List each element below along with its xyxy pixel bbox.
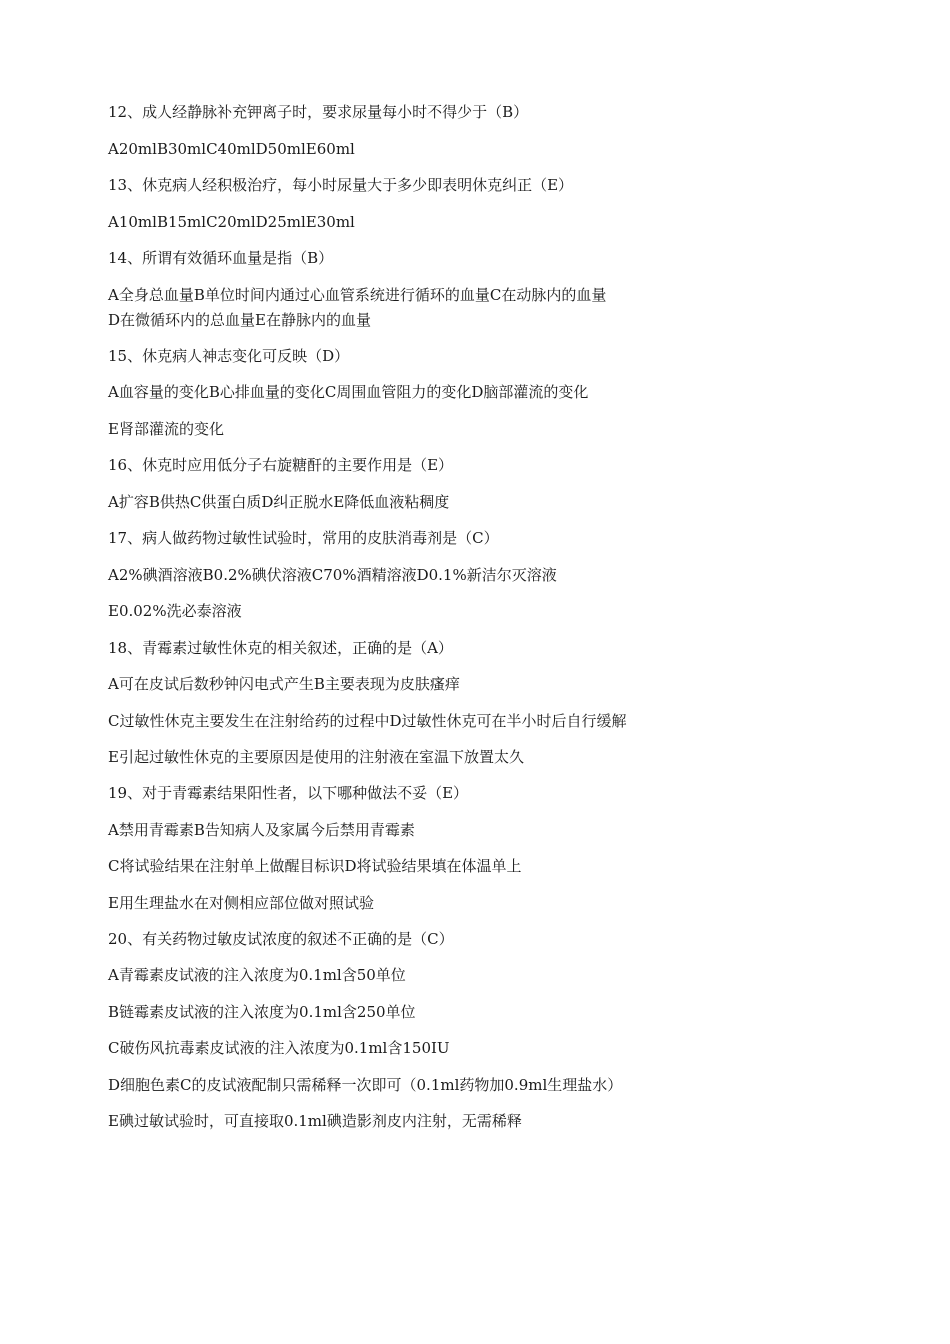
question-12: 12、成人经静脉补充钾离子时，要求尿量每小时不得少于（B） xyxy=(108,103,529,121)
question-20-option-d: D细胞色素C的皮试液配制只需稀释一次即可（0.1ml药物加0.9ml生理盐水） xyxy=(108,1076,623,1094)
question-15-options-b: E肾部灌流的变化 xyxy=(108,420,224,438)
question-20-option-a: A青霉素皮试液的注入浓度为0.1ml含50单位 xyxy=(108,966,406,984)
question-13: 13、休克病人经积极治疗，每小时尿量大于多少即表明休克纠正（E） xyxy=(108,176,574,194)
question-18-options-a: A可在皮试后数秒钟闪电式产生B主要表现为皮肤瘙痒 xyxy=(108,675,460,693)
question-17: 17、病人做药物过敏性试验时，常用的皮肤消毒剂是（C） xyxy=(108,529,499,547)
question-19-options-c: E用生理盐水在对侧相应部位做对照试验 xyxy=(108,894,374,912)
question-20-option-e: E碘过敏试验时，可直接取0.1ml碘造影剂皮内注射，无需稀释 xyxy=(108,1112,522,1130)
question-13-options: A10mlB15mlC20mlD25mlE30ml xyxy=(108,213,355,231)
question-14-options-a: A全身总血量B单位时间内通过心血管系统进行循环的血量C在动脉内的血量 xyxy=(108,286,607,304)
question-20-option-b: B链霉素皮试液的注入浓度为0.1ml含250单位 xyxy=(108,1003,416,1021)
question-15-options-a: A血容量的变化B心排血量的变化C周围血管阻力的变化D脑部灌流的变化 xyxy=(108,383,589,401)
question-17-options-a: A2%碘酒溶液B0.2%碘伏溶液C70%酒精溶液D0.1%新洁尔灭溶液 xyxy=(108,566,557,584)
question-19-options-a: A禁用青霉素B告知病人及家属今后禁用青霉素 xyxy=(108,821,415,839)
question-12-options: A20mlB30mlC40mlD50mlE60ml xyxy=(108,140,355,158)
question-14-options-b: D在微循环内的总血量E在静脉内的血量 xyxy=(108,311,371,329)
question-18: 18、青霉素过敏性休克的相关叙述，正确的是（A） xyxy=(108,639,453,657)
question-15: 15、休克病人神志变化可反映（D） xyxy=(108,347,350,365)
question-19: 19、对于青霉素结果阳性者，以下哪种做法不妥（E） xyxy=(108,784,469,802)
question-20: 20、有关药物过敏皮试浓度的叙述不正确的是（C） xyxy=(108,930,454,948)
question-18-options-b: C过敏性休克主要发生在注射给药的过程中D过敏性休克可在半小时后自行缓解 xyxy=(108,712,627,730)
question-20-option-c: C破伤风抗毒素皮试液的注入浓度为0.1ml含150IU xyxy=(108,1039,450,1057)
question-19-options-b: C将试验结果在注射单上做醒目标识D将试验结果填在体温单上 xyxy=(108,857,522,875)
question-16: 16、休克时应用低分子右旋糖酐的主要作用是（E） xyxy=(108,456,454,474)
question-14: 14、所谓有效循环血量是指（B） xyxy=(108,249,334,267)
question-17-options-b: E0.02%洗必泰溶液 xyxy=(108,602,242,620)
question-16-options: A扩容B供热C供蛋白质D纠正脱水E降低血液粘稠度 xyxy=(108,493,450,511)
question-18-options-c: E引起过敏性休克的主要原因是使用的注射液在室温下放置太久 xyxy=(108,748,524,766)
